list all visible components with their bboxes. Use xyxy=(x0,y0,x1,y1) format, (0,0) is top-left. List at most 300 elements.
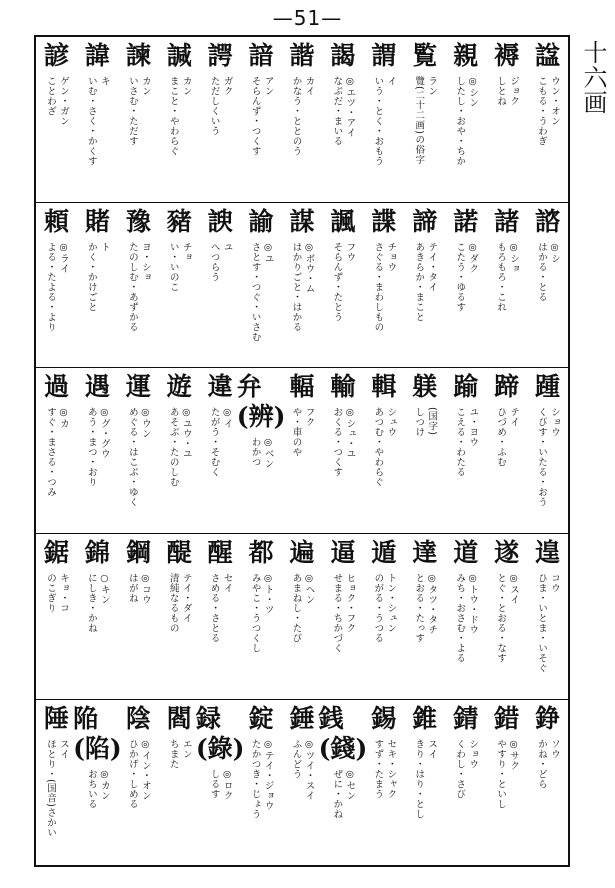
kanji-entry xyxy=(404,37,445,202)
kanji-readings xyxy=(535,573,560,673)
kanji-character: 諳 xyxy=(248,41,274,70)
kanji-entry xyxy=(404,203,445,367)
kanji-entry xyxy=(241,534,282,699)
kanji-readings xyxy=(167,242,192,292)
reading-on: ヨ・ショ xyxy=(139,242,151,282)
reading-on: キョ・コ xyxy=(57,573,69,613)
reading-meaning: せまる・ちかづく xyxy=(331,573,343,653)
kanji-entry xyxy=(363,368,404,533)
kanji-character: 銭(錢) xyxy=(318,704,368,763)
kanji-readings xyxy=(167,407,192,487)
kanji-readings xyxy=(167,573,192,633)
kanji-character: 諧 xyxy=(289,41,315,70)
reading-on: ◎ロク xyxy=(221,769,233,801)
kanji-character: 錫 xyxy=(371,704,397,733)
reading-meaning: たがう・そむく xyxy=(208,407,220,477)
kanji-readings xyxy=(412,739,437,819)
kanji-character: 陰 xyxy=(125,704,151,733)
kanji-entry xyxy=(77,37,118,202)
reading-on: スイ xyxy=(57,739,69,759)
reading-on: ◎ト・ツ xyxy=(262,573,274,615)
kanji-readings xyxy=(330,407,355,477)
kanji-entry xyxy=(527,368,568,533)
kanji-character: 運 xyxy=(125,372,151,401)
reading-meaning: くわし・さび xyxy=(454,739,466,799)
reading-on: ○キン xyxy=(98,573,110,605)
kanji-readings xyxy=(249,76,274,156)
kanji-entry xyxy=(445,203,486,367)
reading-on: ラン xyxy=(426,76,438,96)
kanji-character: 謂 xyxy=(371,41,397,70)
kanji-readings xyxy=(535,739,560,789)
kanji-readings xyxy=(453,407,478,477)
reading-meaning: かなう・ととのう xyxy=(290,76,302,156)
kanji-entry xyxy=(241,700,282,865)
kanji-readings xyxy=(290,76,315,156)
kanji-character: 躾 xyxy=(412,372,438,401)
reading-meaning: い・いのこ xyxy=(167,242,179,292)
reading-meaning: しつけ xyxy=(413,407,425,437)
reading-meaning: しとね xyxy=(495,76,507,106)
kanji-readings xyxy=(412,242,437,322)
kanji-readings xyxy=(412,76,437,164)
kanji-character: 諾 xyxy=(453,207,479,236)
reading-on: フク xyxy=(303,407,315,427)
reading-meaning: こたう・ゆるす xyxy=(454,242,466,312)
kanji-readings xyxy=(494,242,519,312)
reading-meaning: こもる・うわぎ xyxy=(536,76,548,146)
kanji-entry xyxy=(118,368,159,533)
reading-on: ◎ショ xyxy=(508,242,520,274)
kanji-entry xyxy=(159,700,200,865)
reading-meaning: たかつき・じょう xyxy=(249,739,261,819)
kanji-readings xyxy=(85,769,110,809)
reading-meaning: そらんず・たとう xyxy=(331,242,343,322)
reading-on: ジョク xyxy=(508,76,520,106)
reading-meaning: そらんず・つくす xyxy=(249,76,261,156)
reading-on: ◎トウ・ドウ xyxy=(467,573,479,635)
reading-meaning: いむ・さく・かくす xyxy=(85,76,97,166)
reading-on: カン xyxy=(180,76,192,96)
reading-on: (国字) xyxy=(426,407,438,436)
kanji-character: 錦 xyxy=(84,538,110,567)
reading-on: テイ xyxy=(508,407,520,427)
reading-meaning: や・車のや xyxy=(290,407,302,457)
reading-meaning: あきらか・まこと xyxy=(413,242,425,322)
kanji-entry xyxy=(159,203,200,367)
kanji-character: 錘 xyxy=(289,704,315,733)
reading-on: ウン・オン xyxy=(549,76,561,126)
reading-on: カン xyxy=(139,76,151,96)
kanji-readings xyxy=(453,76,478,166)
kanji-entry xyxy=(322,368,363,533)
reading-meaning: やすり・といし xyxy=(495,739,507,809)
reading-meaning: あう・まつ・おり xyxy=(85,407,97,487)
kanji-entry xyxy=(36,203,77,367)
reading-meaning: ふんどう xyxy=(290,739,302,779)
kanji-entry xyxy=(486,37,527,202)
reading-meaning: すず・たまう xyxy=(372,739,384,799)
kanji-entry xyxy=(363,534,404,699)
kanji-entry xyxy=(527,203,568,367)
kanji-readings xyxy=(453,739,478,799)
reading-meaning: のがる・うつる xyxy=(372,573,384,643)
reading-on: ◎ベン xyxy=(262,437,274,469)
kanji-character: 諜 xyxy=(371,207,397,236)
kanji-character: 踵 xyxy=(535,372,561,401)
kanji-entry xyxy=(118,37,159,202)
reading-meaning: ひづめ・ふむ xyxy=(495,407,507,467)
kanji-readings xyxy=(44,739,69,837)
kanji-character: 錠 xyxy=(248,704,274,733)
kanji-entry xyxy=(527,700,568,865)
kanji-readings xyxy=(494,76,519,106)
reading-meaning: たのしむ・あずかる xyxy=(126,242,138,332)
kanji-character: 頼 xyxy=(43,207,69,236)
reading-on: テイ・タイ xyxy=(426,242,438,292)
kanji-readings xyxy=(535,76,560,146)
reading-on: ◎セン xyxy=(344,769,356,801)
kanji-readings xyxy=(290,242,315,332)
reading-meaning: かね・どら xyxy=(536,739,548,789)
reading-meaning: いさむ・ただす xyxy=(126,76,138,146)
kanji-entry xyxy=(118,203,159,367)
kanji-readings xyxy=(249,242,274,342)
reading-meaning: ただしくいう xyxy=(208,76,220,136)
kanji-character: 遊 xyxy=(166,372,192,401)
kanji-character: 輻 xyxy=(289,372,315,401)
kanji-reading-table xyxy=(34,35,570,867)
kanji-readings xyxy=(208,573,233,643)
reading-meaning: とおる・たっす xyxy=(413,573,425,643)
kanji-entry xyxy=(159,368,200,533)
reading-on: セキ・シャク xyxy=(385,739,397,799)
reading-meaning: ひま・いとま・いそぐ xyxy=(536,573,548,673)
kanji-character: 諭 xyxy=(248,207,274,236)
reading-meaning: はかりごと・はかる xyxy=(290,242,302,332)
kanji-readings xyxy=(371,242,396,332)
kanji-character: 錐 xyxy=(412,704,438,733)
table-row xyxy=(36,203,568,368)
kanji-character: 諱 xyxy=(84,41,110,70)
kanji-readings xyxy=(85,573,110,633)
reading-meaning: かく・かけごと xyxy=(85,242,97,312)
reading-meaning: こえる・わたる xyxy=(454,407,466,477)
kanji-readings xyxy=(330,76,355,146)
kanji-readings xyxy=(494,573,519,663)
kanji-readings xyxy=(85,407,110,487)
kanji-readings xyxy=(249,739,274,819)
kanji-entry xyxy=(486,203,527,367)
kanji-entry xyxy=(445,368,486,533)
reading-on: イ xyxy=(385,76,397,86)
reading-meaning: にしき・かね xyxy=(85,573,97,633)
kanji-character: 諮 xyxy=(535,207,561,236)
kanji-readings xyxy=(85,76,110,166)
kanji-character: 親 xyxy=(453,41,479,70)
reading-on: ◎ライ xyxy=(57,242,69,274)
kanji-entry xyxy=(445,37,486,202)
kanji-entry xyxy=(282,534,323,699)
kanji-entry xyxy=(36,37,77,202)
kanji-entry xyxy=(527,534,568,699)
kanji-entry xyxy=(404,700,445,865)
kanji-readings xyxy=(126,739,151,809)
kanji-readings xyxy=(126,573,151,605)
reading-on: トン・シュン xyxy=(385,573,397,633)
kanji-entry xyxy=(36,534,77,699)
reading-on: フウ xyxy=(344,242,356,262)
reading-meaning: ひかげ・しめる xyxy=(126,739,138,809)
kanji-character: 豫 xyxy=(125,207,151,236)
reading-on: アン xyxy=(262,76,274,96)
kanji-readings xyxy=(208,769,233,801)
kanji-entry xyxy=(200,534,241,699)
kanji-character: 諤 xyxy=(207,41,233,70)
reading-on: ◎シュ・ユ xyxy=(344,407,356,459)
reading-meaning: めぐる・はこぶ・ゆく xyxy=(126,407,138,507)
page-number: —51— xyxy=(272,6,343,30)
kanji-character: 謀 xyxy=(289,207,315,236)
kanji-character: 踰 xyxy=(453,372,479,401)
reading-meaning: さぐる・まわしもの xyxy=(372,242,384,332)
kanji-entry xyxy=(36,700,77,865)
kanji-entry xyxy=(282,368,323,533)
kanji-character: 蹄 xyxy=(494,372,520,401)
kanji-entry xyxy=(282,37,323,202)
reading-on: チョ xyxy=(180,242,192,262)
kanji-entry xyxy=(241,203,282,367)
reading-on: ショウ xyxy=(549,407,561,437)
reading-on: ◎シン xyxy=(467,76,479,108)
reading-meaning: いう・とく・おもう xyxy=(372,76,384,166)
reading-meaning: はかる・とる xyxy=(536,242,548,302)
kanji-readings xyxy=(126,242,151,332)
reading-on: テイ・ダイ xyxy=(180,573,192,623)
kanji-character: 錚 xyxy=(535,704,561,733)
reading-meaning: みやこ・うつくし xyxy=(249,573,261,653)
reading-meaning: あつむ・やわらぐ xyxy=(372,407,384,487)
kanji-character: 鋸 xyxy=(43,538,69,567)
kanji-readings xyxy=(453,573,478,663)
reading-on: ◎ヘン xyxy=(303,573,315,605)
kanji-readings xyxy=(371,573,396,643)
reading-meaning: しるす xyxy=(208,769,220,799)
kanji-character: 諦 xyxy=(412,207,438,236)
kanji-character: 逼 xyxy=(330,538,356,567)
reading-meaning: へつらう xyxy=(208,242,220,282)
reading-on: ソウ xyxy=(549,739,561,759)
kanji-readings xyxy=(208,407,233,477)
kanji-readings xyxy=(249,573,274,653)
kanji-entry xyxy=(200,203,241,367)
kanji-character: 弁(辨) xyxy=(236,372,286,431)
kanji-character: 醍 xyxy=(166,538,192,567)
kanji-entry xyxy=(77,368,118,533)
table-row xyxy=(36,700,568,865)
kanji-readings xyxy=(535,407,560,507)
reading-meaning: 清純なるもの xyxy=(167,573,179,633)
kanji-readings xyxy=(412,407,437,437)
reading-on: ◎エツ・アイ xyxy=(344,76,356,138)
reading-on: ◎ユ xyxy=(262,242,274,264)
kanji-entry xyxy=(236,368,286,533)
kanji-entry xyxy=(322,203,363,367)
reading-meaning: はがね xyxy=(126,573,138,603)
kanji-character: 遇 xyxy=(84,372,110,401)
reading-on: ◎ダク xyxy=(467,242,479,274)
kanji-character: 鋼 xyxy=(125,538,151,567)
kanji-readings xyxy=(412,573,437,643)
kanji-character: 諫 xyxy=(125,41,151,70)
kanji-readings xyxy=(290,573,315,643)
reading-meaning: したし・おや・ちか xyxy=(454,76,466,166)
kanji-readings xyxy=(208,242,233,282)
reading-on: ト xyxy=(98,242,110,252)
kanji-character: 陲 xyxy=(43,704,69,733)
reading-meaning: もろもろ・これ xyxy=(495,242,507,312)
reading-on: ユ・ヨウ xyxy=(467,407,479,447)
kanji-entry xyxy=(486,534,527,699)
reading-meaning: ぜに・かね xyxy=(331,769,343,819)
reading-meaning: のこぎり xyxy=(44,573,56,613)
kanji-readings xyxy=(126,76,151,146)
kanji-readings xyxy=(85,242,110,312)
reading-on: ◎カ xyxy=(57,407,69,429)
reading-on: ◎イン・オン xyxy=(139,739,151,801)
reading-meaning: ほとり・(国音)さかい xyxy=(44,739,56,838)
reading-on: ユ xyxy=(221,242,233,252)
reading-on: ガク xyxy=(221,76,233,96)
kanji-entry xyxy=(322,534,363,699)
reading-meaning: おちいる xyxy=(85,769,97,809)
kanji-entry xyxy=(282,203,323,367)
kanji-entry xyxy=(159,37,200,202)
reading-on: ◎ユウ・ユ xyxy=(180,407,192,459)
kanji-character: 遍 xyxy=(289,538,315,567)
kanji-entry xyxy=(159,534,200,699)
reading-on: ショウ xyxy=(467,739,479,769)
kanji-character: 陥(陷) xyxy=(73,704,122,763)
reading-meaning: ちまた xyxy=(167,739,179,769)
kanji-character: 諡 xyxy=(535,41,561,70)
reading-on: シュウ xyxy=(385,407,397,437)
reading-on: ◎ウン xyxy=(139,407,151,439)
kanji-readings xyxy=(249,437,274,469)
kanji-readings xyxy=(330,573,355,653)
reading-meaning: さめる・さとる xyxy=(208,573,220,643)
reading-meaning: みち・おさむ・よる xyxy=(454,573,466,663)
kanji-character: 過 xyxy=(43,372,69,401)
reading-on: ◎テイ・ジョウ xyxy=(262,739,274,811)
kanji-character: 遂 xyxy=(494,538,520,567)
kanji-character: 諴 xyxy=(166,41,192,70)
kanji-readings xyxy=(494,407,519,467)
kanji-character: 遁 xyxy=(371,538,397,567)
kanji-entry xyxy=(200,37,241,202)
reading-meaning: まこと・やわらぐ xyxy=(167,76,179,156)
kanji-readings xyxy=(126,407,151,507)
kanji-character: 諸 xyxy=(494,207,520,236)
kanji-readings xyxy=(290,739,315,801)
reading-meaning: わかつ xyxy=(249,437,261,467)
kanji-character: 豬 xyxy=(166,207,192,236)
reading-meaning: くびす・いたる・おう xyxy=(536,407,548,507)
kanji-entry xyxy=(445,700,486,865)
table-row xyxy=(36,534,568,700)
kanji-readings xyxy=(44,573,69,613)
reading-on: ◎ツイ・スイ xyxy=(303,739,315,801)
reading-meaning: 覽(二十二画)の俗字 xyxy=(413,76,425,165)
kanji-character: 都 xyxy=(248,538,274,567)
kanji-character: 諷 xyxy=(330,207,356,236)
kanji-readings xyxy=(494,739,519,809)
reading-meaning: おくる・つくす xyxy=(331,407,343,477)
stroke-count-section-title: 十六画 xyxy=(579,40,607,115)
kanji-character: 謁 xyxy=(330,41,356,70)
reading-on: セイ xyxy=(221,573,233,593)
reading-on: ◎カン xyxy=(98,769,110,801)
kanji-entry xyxy=(404,368,445,533)
kanji-entry xyxy=(77,534,118,699)
reading-meaning: さとす・つぐ・いさむ xyxy=(249,242,261,342)
kanji-character: 褥 xyxy=(494,41,520,70)
kanji-entry xyxy=(118,700,159,865)
reading-on: エン xyxy=(180,739,192,759)
kanji-character: 錯 xyxy=(494,704,520,733)
reading-meaning: あまねし・たび xyxy=(290,573,302,643)
kanji-character: 醒 xyxy=(207,538,233,567)
reading-on: ◎コウ xyxy=(139,573,151,605)
kanji-readings xyxy=(371,76,396,166)
kanji-readings xyxy=(330,769,355,819)
kanji-readings xyxy=(535,242,560,302)
reading-on: ◎サク xyxy=(508,739,520,771)
kanji-entry xyxy=(200,368,241,533)
kanji-entry xyxy=(36,368,77,533)
kanji-character: 録(錄) xyxy=(195,704,245,763)
kanji-readings xyxy=(167,76,192,156)
kanji-character: 達 xyxy=(412,538,438,567)
kanji-character: 賭 xyxy=(84,207,110,236)
kanji-entry xyxy=(241,37,282,202)
kanji-entry xyxy=(363,37,404,202)
reading-meaning: よる・たよる・より xyxy=(44,242,56,332)
reading-meaning: ことわざ xyxy=(44,76,56,116)
kanji-readings xyxy=(371,407,396,487)
kanji-entry xyxy=(195,700,245,865)
kanji-entry xyxy=(73,700,122,865)
kanji-character: 違 xyxy=(207,372,233,401)
reading-on: チョウ xyxy=(385,242,397,272)
table-row xyxy=(36,368,568,534)
kanji-character: 錆 xyxy=(453,704,479,733)
reading-on: ヒョク・フク xyxy=(344,573,356,633)
kanji-character: 閻 xyxy=(166,704,192,733)
kanji-entry xyxy=(486,700,527,865)
reading-on: カイ xyxy=(303,76,315,96)
reading-on: ゲン・ガン xyxy=(57,76,69,126)
reading-meaning: すぐ・まさる・つみ xyxy=(44,407,56,497)
kanji-readings xyxy=(290,407,315,457)
kanji-entry xyxy=(363,203,404,367)
kanji-readings xyxy=(453,242,478,312)
reading-meaning: とぐ・とおる・なす xyxy=(495,573,507,663)
kanji-readings xyxy=(44,242,69,332)
reading-on: キ xyxy=(98,76,110,86)
kanji-character: 輸 xyxy=(330,372,356,401)
reading-on: ◎タツ・タチ xyxy=(426,573,438,635)
